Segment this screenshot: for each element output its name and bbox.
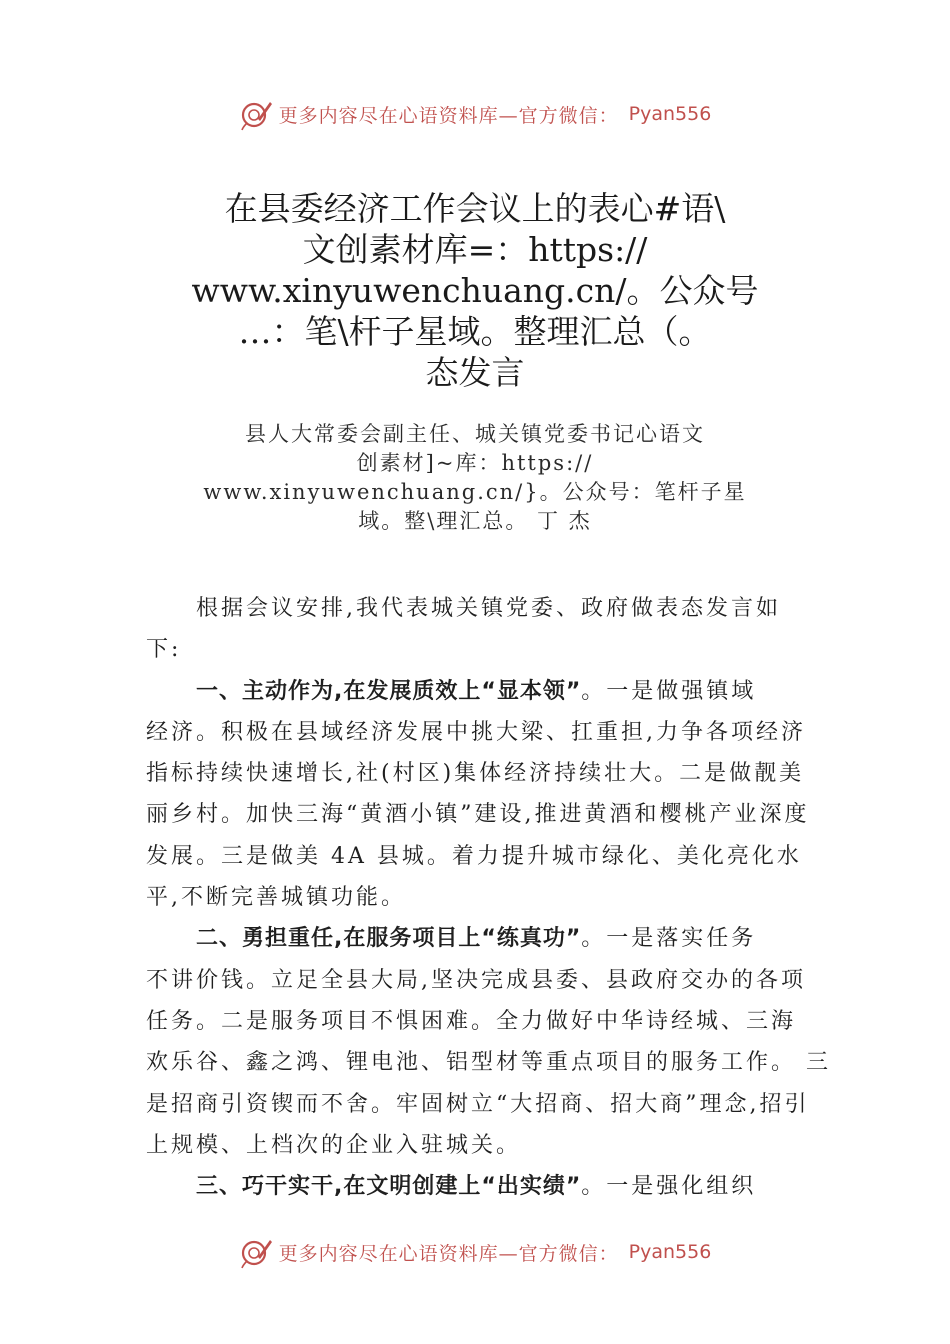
section-1-paragraph (146, 671, 826, 919)
author-line: 域。整\理汇总。 丁 杰 (358, 509, 592, 533)
body-line: 根据会议安排,我代表城关镇党委、政府做表态发言如 (196, 596, 781, 621)
pen-logo-icon (239, 1235, 273, 1269)
body-line (146, 918, 826, 959)
section-3-first-line: 。一是强化组织 (581, 1174, 757, 1200)
section-2-heading: 二、勇担重任,在服务项目上“练真功” (196, 926, 582, 952)
body-line: 发展。三是做美 4A 县城。着力提升城市绿化、美化亮化水 (146, 843, 802, 869)
title-line: 文创素材库=：https:// (302, 230, 648, 269)
body-line: 指标持续快速增长,社(村区)集体经济持续壮大。二是做靓美 (146, 761, 805, 787)
banner-text: 更多内容尽在心语资料库—官方微信： (278, 104, 619, 127)
section-1-first-line: 。一是做强镇域 (581, 678, 757, 704)
section-3-heading: 三、巧干实干,在文明创建上“出实绩” (196, 1174, 582, 1200)
body-line: 丽乡村。加快三海“黄酒小镇”建设,推进黄酒和樱桃产业深度 (146, 802, 810, 828)
document-title (150, 188, 800, 393)
header-watermark-banner (0, 94, 950, 134)
section-2-first-line: 。一是落实任务 (581, 926, 757, 952)
section-1-heading: 一、主动作为,在发展质效上“显本领” (196, 678, 582, 704)
banner-text: 更多内容尽在心语资料库—官方微信： (278, 1242, 619, 1265)
body-line: 欢乐谷、鑫之鸿、锂电池、铝型材等重点项目的服务工作。 三 (146, 1050, 831, 1076)
section-3-paragraph (146, 1166, 826, 1207)
title-line: …：笔\杆子星域。整理汇总（。 (238, 312, 712, 351)
title-line: www.xinyuwenchuang.cn/。公众号 (191, 271, 759, 310)
author-line: 县人大常委会副主任、城关镇党委书记心语文 (245, 422, 705, 446)
body-line: 下: (146, 637, 182, 663)
body-line: 不讲价钱。立足全县大局,坚决完成县委、县政府交办的各项 (146, 967, 806, 993)
pen-logo-icon (239, 97, 273, 131)
author-line: www.xinyuwenchuang.cn/}。公众号：笔杆子星 (203, 480, 747, 504)
body-line: 上规模、上档次的企业入驻城关。 (146, 1132, 522, 1158)
body-line (146, 1166, 826, 1207)
body-line: 是招商引资锲而不舍。牢固树立“大招商、招大商”理念,招引 (146, 1091, 810, 1117)
body-line: 任务。二是服务项目不惧困难。全力做好中华诗经城、三海 (146, 1008, 797, 1034)
body-line: 经济。积极在县域经济发展中挑大梁、扛重担,力争各项经济 (146, 719, 806, 745)
author-block (170, 420, 780, 536)
title-line: 在县委经济工作会议上的表心#语\ (224, 189, 726, 228)
title-line: 态发言 (425, 353, 525, 392)
document-body (146, 588, 831, 1207)
section-2-paragraph (146, 918, 831, 1166)
banner-wechat-id: Pyan556 (628, 1241, 712, 1263)
body-line (146, 671, 826, 712)
author-line: 创素材]~库：https:// (356, 451, 594, 475)
intro-paragraph (146, 588, 826, 671)
footer-watermark-banner (0, 1232, 950, 1272)
banner-wechat-id: Pyan556 (628, 103, 712, 125)
body-line: 平,不断完善城镇功能。 (146, 885, 406, 911)
